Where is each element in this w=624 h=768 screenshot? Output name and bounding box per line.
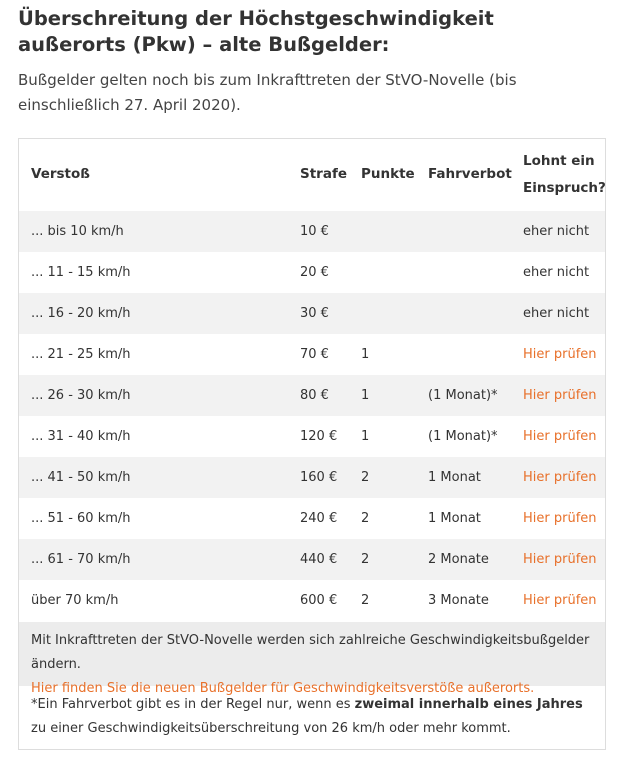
cell-punkte: 2 [361,511,370,526]
cell-fahrverbot: (1 Monat)* [428,388,498,403]
cell-fahrverbot: (1 Monat)* [428,429,498,444]
header-punkte: Punkte [361,166,415,182]
cell-fahrverbot: 3 Monate [428,593,489,608]
footnote-bold: zweimal innerhalb eines Jahres [354,697,583,712]
check-objection-link[interactable]: Hier prüfen [523,511,597,526]
cell-verstoss: ... 41 - 50 km/h [31,470,131,485]
table-row [19,375,605,416]
header-verstoss: Verstoß [31,166,90,182]
cell-strafe: 70 € [300,347,329,362]
table-row [19,252,605,293]
check-objection-link[interactable]: Hier prüfen [523,429,597,444]
cell-strafe: 160 € [300,470,338,485]
cell-strafe: 120 € [300,429,338,444]
table-row [19,293,605,334]
header-einspruch: Lohnt ein Einspruch? [523,153,606,196]
cell-punkte: 2 [361,552,370,567]
cell-strafe: 80 € [300,388,329,403]
new-fines-link[interactable]: Hier finden Sie die neuen Bußgelder für Geschwindigkeitsverstöße außerorts. [31,681,535,696]
cell-verstoss: ... 61 - 70 km/h [31,552,131,567]
footnote [31,693,599,741]
cell-fahrverbot: 1 Monat [428,511,481,526]
footnote-after: zu einer Geschwindigkeitsüberschreitung von 26 km/h oder mehr kommt. [31,721,511,736]
check-objection-link[interactable]: Hier prüfen [523,388,597,403]
cell-verstoss: über 70 km/h [31,593,119,608]
cell-strafe: 440 € [300,552,338,567]
cell-einspruch: eher nicht [523,306,590,321]
cell-einspruch: eher nicht [523,224,590,239]
check-objection-link[interactable]: Hier prüfen [523,593,597,608]
cell-punkte: 1 [361,347,370,362]
cell-verstoss: ... 21 - 25 km/h [31,347,131,362]
cell-verstoss: ... 26 - 30 km/h [31,388,131,403]
cell-punkte: 1 [361,388,370,403]
check-objection-link[interactable]: Hier prüfen [523,347,597,362]
cell-punkte: 2 [361,593,370,608]
table-row [19,334,605,375]
cell-fahrverbot: 2 Monate [428,552,489,567]
cell-fahrverbot: 1 Monat [428,470,481,485]
cell-einspruch: eher nicht [523,265,590,280]
table-row [19,498,605,539]
page-title: Überschreitung der Höchstgeschwindigkeit außerorts (Pkw) – alte Bußgelder: [18,7,494,56]
cell-verstoss: ... bis 10 km/h [31,224,124,239]
header-fahrverbot: Fahrverbot [428,166,512,182]
cell-strafe: 600 € [300,593,338,608]
table-row [19,580,605,621]
table-header [19,139,605,211]
novelle-notice [19,622,605,696]
table-row [19,211,605,252]
novelle-notice-text [31,629,599,701]
cell-verstoss: ... 51 - 60 km/h [31,511,131,526]
intro-text: Bußgelder gelten noch bis zum Inkrafttreten der StVO-Novelle (bis einschließlich 27. April 2020). [18,71,517,114]
cell-verstoss: ... 31 - 40 km/h [31,429,131,444]
table-row [19,416,605,457]
cell-verstoss: ... 16 - 20 km/h [31,306,131,321]
header-strafe: Strafe [300,166,347,182]
cell-strafe: 30 € [300,306,329,321]
check-objection-link[interactable]: Hier prüfen [523,470,597,485]
cell-strafe: 20 € [300,265,329,280]
check-objection-link[interactable]: Hier prüfen [523,552,597,567]
cell-strafe: 10 € [300,224,329,239]
cell-punkte: 2 [361,470,370,485]
cell-punkte: 1 [361,429,370,444]
cell-strafe: 240 € [300,511,338,526]
cell-verstoss: ... 11 - 15 km/h [31,265,131,280]
fines-table [18,138,606,750]
notice-text: Mit Inkrafttreten der StVO-Novelle werden sich zahlreiche Geschwindigkeitsbußgelder ändern. [31,633,590,672]
table-row [19,539,605,580]
footnote-before: *Ein Fahrverbot gibt es in der Regel nur, wenn es [31,697,355,712]
table-row [19,457,605,498]
